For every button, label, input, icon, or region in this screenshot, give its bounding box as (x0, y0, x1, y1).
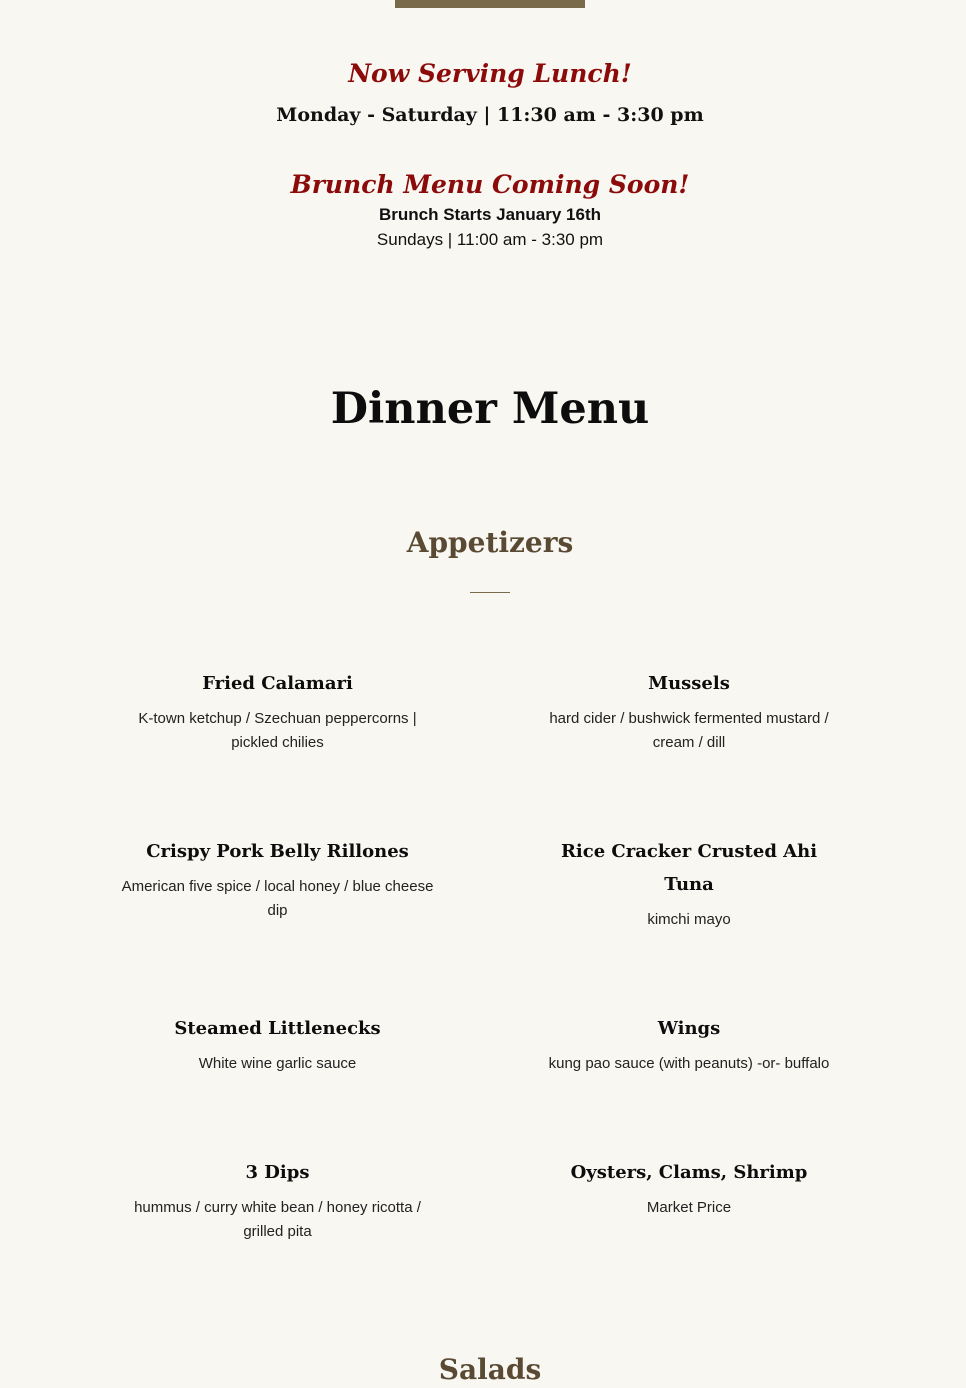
top-button-edge[interactable] (395, 0, 585, 8)
menu-item (530, 667, 848, 755)
menu-item-name: Fried Calamari (202, 673, 353, 694)
menu-item (530, 835, 848, 932)
menu-item (530, 1156, 848, 1220)
menu-item-description: kimchi mayo (647, 911, 731, 928)
page-title: Dinner Menu (330, 384, 650, 434)
menu-item (120, 667, 435, 755)
menu-item-name: Mussels (648, 673, 730, 694)
section-title-salads: Salads (438, 1353, 542, 1386)
menu-item-name: Crispy Pork Belly Rillones (146, 841, 409, 862)
brunch-start-date: Brunch Starts January 16th (378, 205, 601, 224)
brunch-heading: Brunch Menu Coming Soon! (290, 170, 690, 199)
menu-item-description: hummus / curry white bean / honey ricotta / grilled pita (134, 1199, 421, 1240)
menu-item-name: Rice Cracker Crusted Ahi Tuna (560, 841, 818, 895)
menu-item-name: 3 Dips (245, 1162, 310, 1183)
menu-item (530, 1012, 848, 1076)
menu-item-description: hard cider / bushwick fermented mustard / cream / dill (549, 710, 829, 751)
menu-item-description: K-town ketchup / Szechuan peppercorns | pickled chilies (138, 710, 417, 751)
lunch-hours: Monday - Saturday | 11:30 am - 3:30 pm (276, 104, 704, 126)
menu-item-description: Market Price (646, 1199, 732, 1216)
menu-item-name: Oysters, Clams, Shrimp (570, 1162, 808, 1183)
menu-item (120, 1156, 435, 1244)
lunch-heading: Now Serving Lunch! (348, 59, 632, 88)
menu-item (120, 835, 435, 923)
section-title-appetizers: Appetizers (406, 526, 574, 559)
brunch-hours: Sundays | 11:00 am - 3:30 pm (376, 230, 604, 249)
menu-item (120, 1012, 435, 1076)
menu-item-name: Steamed Littlenecks (174, 1018, 381, 1039)
menu-item-description: White wine garlic sauce (198, 1055, 357, 1072)
menu-item-name: Wings (657, 1018, 721, 1039)
menu-item-description: American five spice / local honey / blue cheese dip (121, 878, 434, 919)
section-divider (470, 592, 510, 593)
menu-item-description: kung pao sauce (with peanuts) -or- buffalo (548, 1055, 830, 1072)
